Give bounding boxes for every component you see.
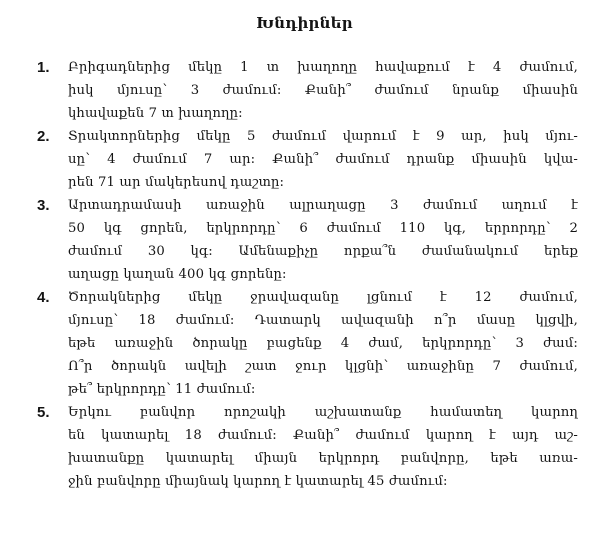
problem-text-line: մյուսը՝ 18 ժամում: Դատարկ ավազանի ո՞ր մասը կլցվի, bbox=[68, 313, 578, 328]
problem-number: 1. bbox=[37, 59, 50, 76]
problem-text-line: թե՞ երկրորդը՝ 11 ժամում: bbox=[68, 382, 256, 397]
problem-text-line: կհավաքեն 7 տ խաղողը: bbox=[68, 106, 243, 121]
problem-text-line: սը՝ 4 ժամում 7 ար: Քանի՞ ժամում դրանք միասին կվա- bbox=[68, 152, 578, 167]
problem-text-line: Ծորակներից մեկը ջրավազանը լցնում է 12 ժամում, bbox=[68, 290, 578, 305]
problem-text-line: Բրիգադներից մեկը 1 տ խաղողը հավաքում է 4 ժամում, bbox=[68, 60, 578, 75]
problem-item bbox=[0, 194, 578, 286]
problem-text-line: 50 կգ ցորեն, երկրորդը՝ 6 ժամում 110 կգ, երրորդը՝ 2 bbox=[68, 221, 578, 236]
problem-text-line: խատանքը կատարել միայն երկրորդ բանվորը, եթե առա- bbox=[68, 451, 578, 466]
problem-text-line: եթե առաջին ծորակը բացենք 4 ժամ, երկրորդը՝ 3 ժամ: bbox=[68, 336, 578, 351]
problem-item bbox=[0, 286, 578, 401]
problem-text-line: Տրակտորներից մեկը 5 ժամում վարում է 9 ար, իսկ մյու- bbox=[68, 129, 578, 144]
problem-item bbox=[0, 401, 578, 493]
problem-text-line: Արտադրամասի առաջին ալրաղացը 3 ժամում աղում է bbox=[68, 198, 578, 213]
problem-number: 3. bbox=[37, 197, 50, 214]
problem-list bbox=[0, 56, 609, 493]
problem-number: 2. bbox=[37, 128, 50, 145]
problem-text-line: Երկու բանվոր որոշակի աշխատանք համատեղ կարող bbox=[68, 405, 578, 420]
problem-text-line: ջին բանվորը միայնակ կարող է կատարել 45 ժամում: bbox=[68, 474, 448, 489]
problem-text-line: րեն 71 ար մակերեսով դաշտը: bbox=[68, 175, 285, 190]
problem-number: 5. bbox=[37, 404, 50, 421]
problem-text-line: աղացը կաղան 400 կգ ցորենը: bbox=[68, 267, 287, 282]
page-title: Խնդիրներ bbox=[256, 14, 353, 32]
problem-text-line: են կատարել 18 ժամում: Քանի՞ ժամում կարող է այդ աշ- bbox=[68, 428, 578, 443]
problem-item bbox=[0, 56, 578, 125]
problem-text-line: ժամում 30 կգ: Ամենաքիչը որքա՞ն ժամանակում երեք bbox=[68, 244, 578, 259]
problem-text-line: իսկ մյուսը՝ 3 ժամում: Քանի՞ ժամում նրանք միասին bbox=[68, 83, 578, 98]
problem-text-line: Ո՞ր ծորակն ավելի շատ ջուր կլցնի՝ առաջինը 7 ժամում, bbox=[68, 359, 578, 374]
problem-item bbox=[0, 125, 578, 194]
problem-number: 4. bbox=[37, 289, 50, 306]
